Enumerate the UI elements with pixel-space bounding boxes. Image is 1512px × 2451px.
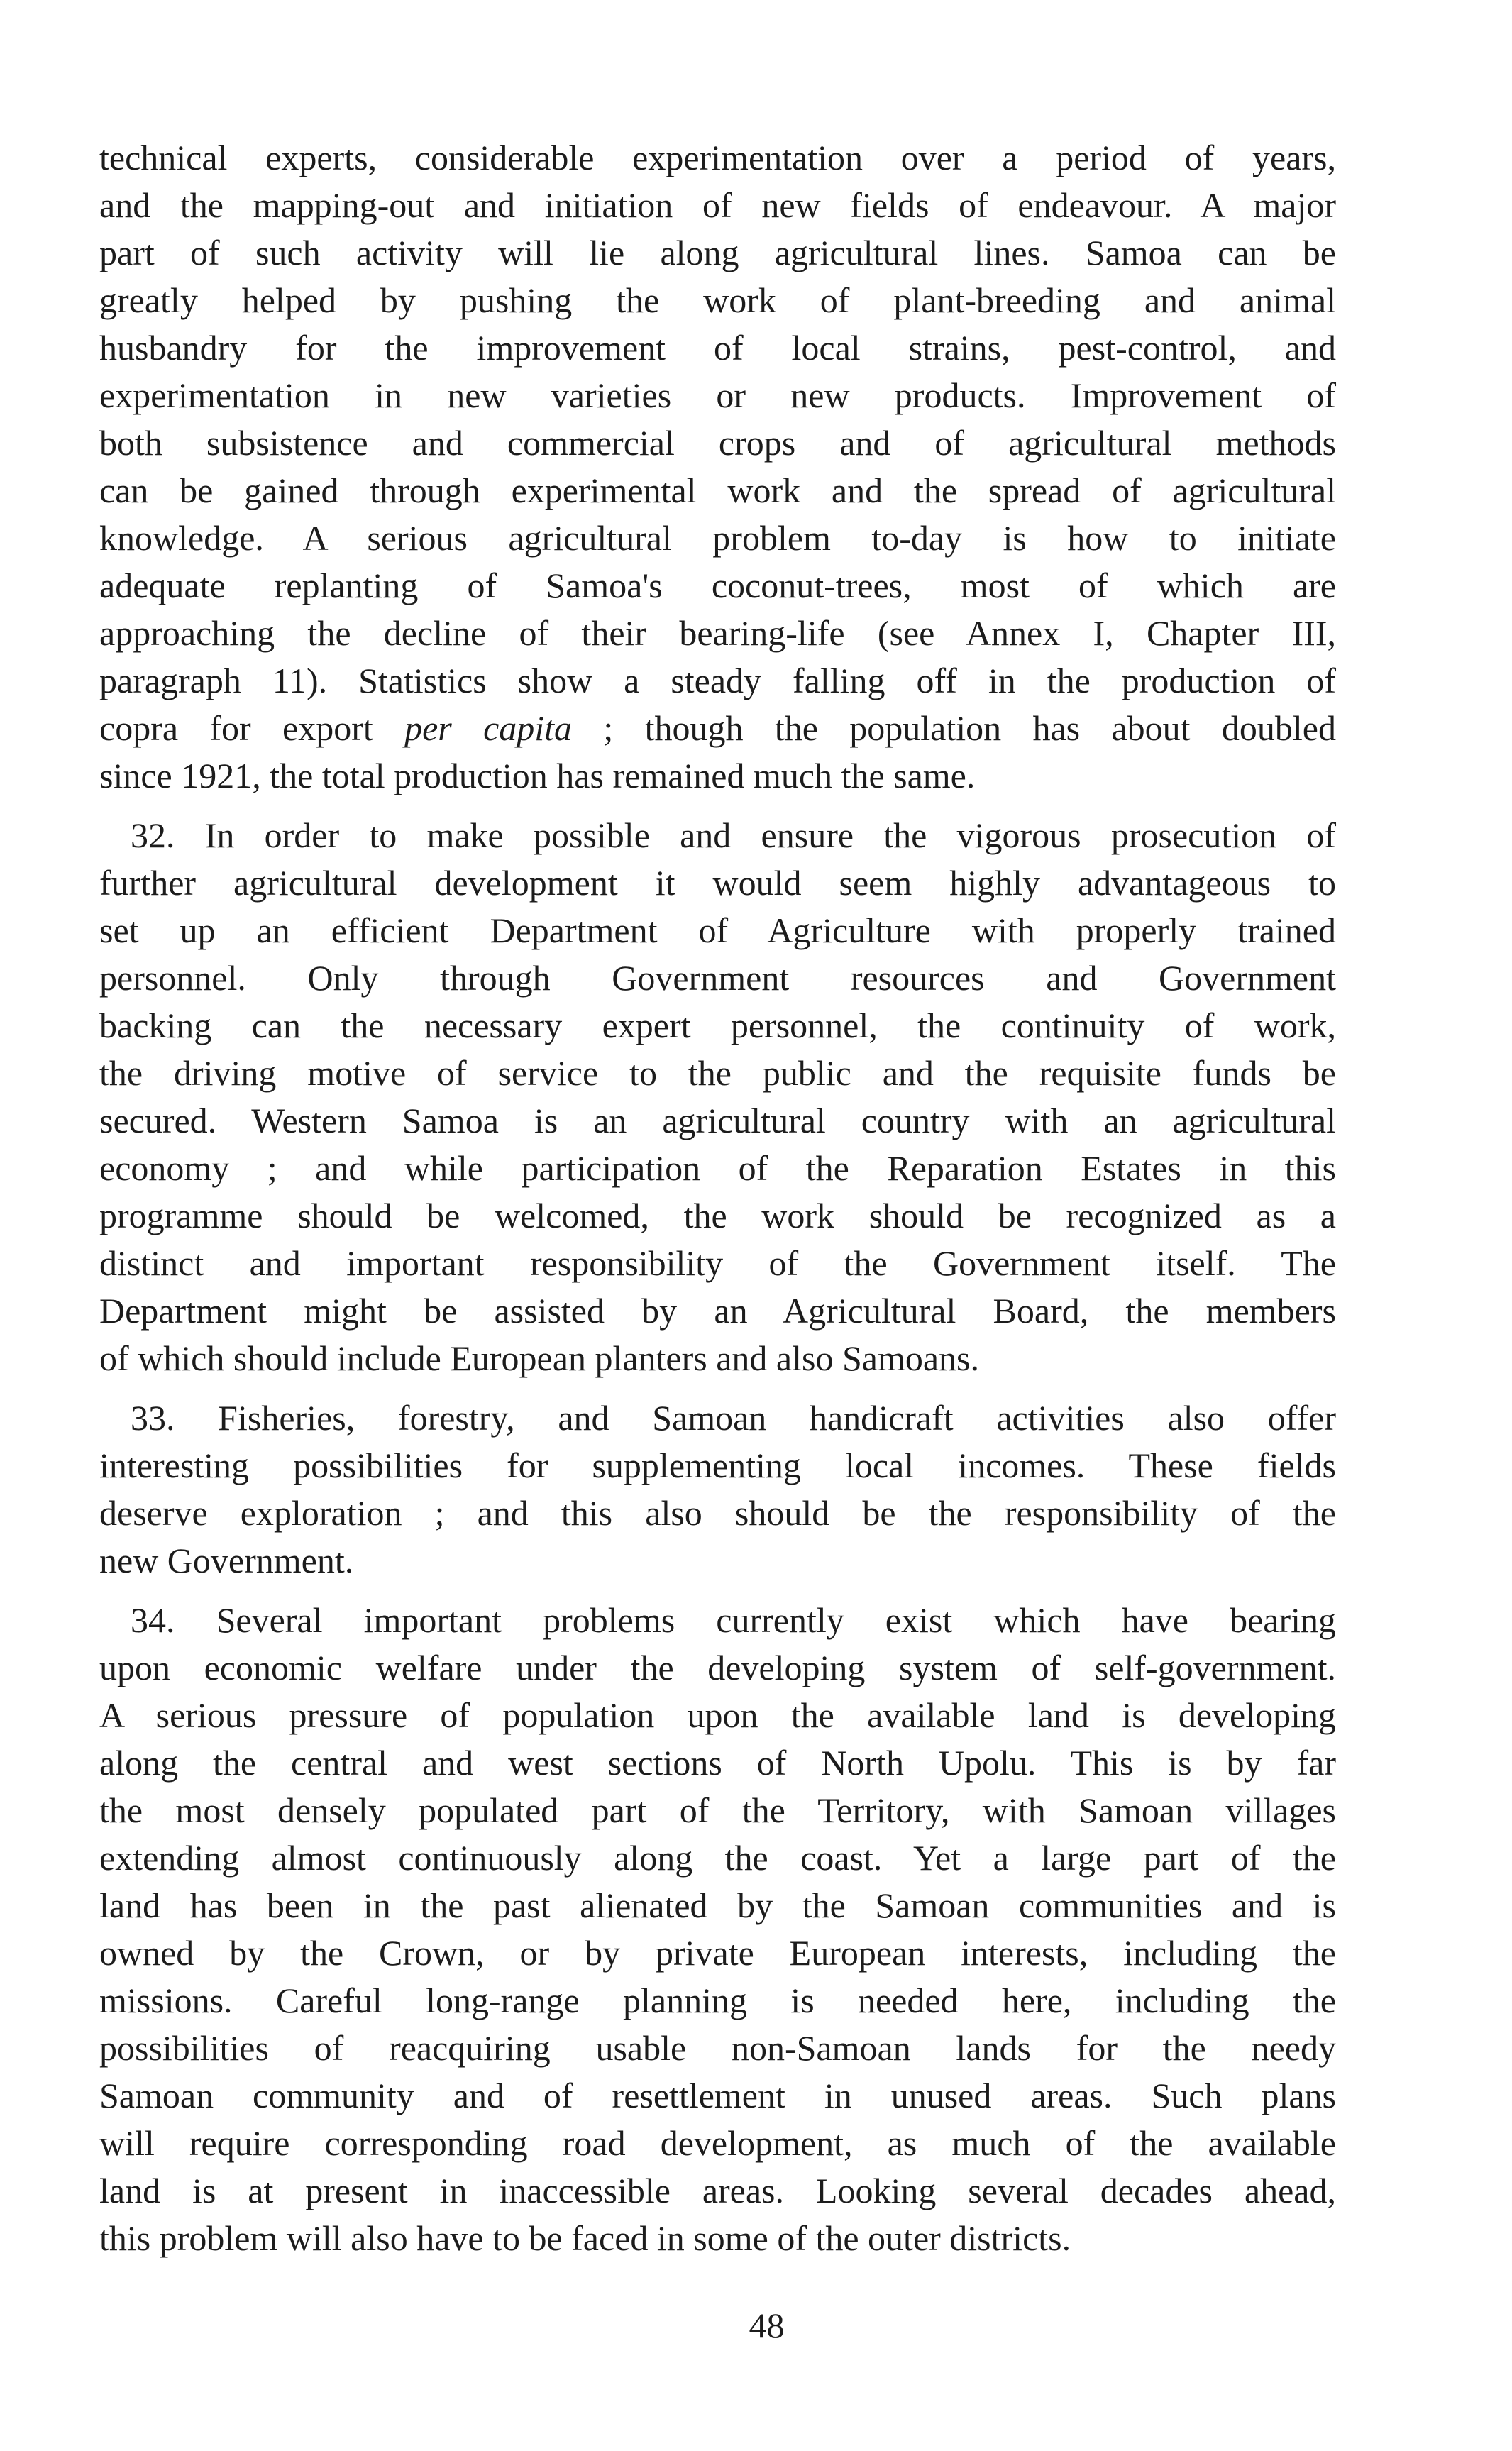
text-line: along the central and west sections of North Upolu. This is by far — [99, 1743, 1336, 1783]
text-line: husbandry for the improvement of local strains, pest-control, and — [99, 328, 1336, 368]
paragraph — [99, 1597, 1336, 2262]
text-line: Department might be assisted by an Agricultural Board, the members — [99, 1291, 1336, 1331]
text-line: missions. Careful long-range planning is needed here, including the — [99, 1981, 1336, 2020]
text-line — [99, 705, 1336, 752]
text-line: land is at present in inaccessible areas. Looking several decades ahead, — [99, 2171, 1336, 2210]
paragraph — [99, 1394, 1336, 1585]
text-line: will require corresponding road development, as much of the available — [99, 2123, 1336, 2163]
text-line: distinct and important responsibility of the Government itself. The — [99, 1243, 1336, 1283]
text-line: upon economic welfare under the developing system of self-government. — [99, 1648, 1336, 1687]
text-line: since 1921, the total production has remained much the same. — [99, 756, 976, 795]
text-line: further agricultural development it would seem highly advantageous to — [99, 863, 1336, 903]
text-line: set up an efficient Department of Agriculture with properly trained — [99, 910, 1336, 950]
text-line: approaching the decline of their bearing-life (see Annex I, Chapter III, — [99, 613, 1336, 653]
text-line: can be gained through experimental work and the spread of agricultural — [99, 470, 1336, 510]
text-line: technical experts, considerable experimentation over a period of years, — [99, 138, 1336, 177]
text-line: both subsistence and commercial crops and of agricultural methods — [99, 423, 1336, 463]
text-line: this problem will also have to be faced in some of the outer districts. — [99, 2218, 1071, 2258]
text-line: the most densely populated part of the Territory, with Samoan villages — [99, 1790, 1336, 1830]
text-line: 33. Fisheries, forestry, and Samoan handicraft activities also offer — [131, 1398, 1336, 1438]
text-line: paragraph 11). Statistics show a steady falling off in the production of — [99, 661, 1336, 700]
text-line: economy ; and while participation of the Reparation Estates in this — [99, 1148, 1336, 1188]
text-line: experimentation in new varieties or new products. Improvement of — [99, 375, 1336, 415]
text-line: 32. In order to make possible and ensure the vigorous prosecution of — [131, 815, 1336, 855]
text-segment: copra for export — [99, 708, 405, 748]
text-line: extending almost continuously along the coast. Yet a large part of the — [99, 1838, 1336, 1878]
text-line: greatly helped by pushing the work of plant-breeding and animal — [99, 280, 1336, 320]
text-line: new Government. — [99, 1541, 354, 1580]
text-line: backing can the necessary expert personnel, the continuity of work, — [99, 1006, 1336, 1045]
text-line: of which should include European planters and also Samoans. — [99, 1338, 979, 1378]
document-body — [99, 134, 1336, 2274]
paragraph — [99, 134, 1336, 800]
text-line: A serious pressure of population upon the available land is developing — [99, 1695, 1336, 1735]
text-line: the driving motive of service to the public and the requisite funds be — [99, 1053, 1336, 1093]
text-line: possibilities of reacquiring usable non-Samoan lands for the needy — [99, 2028, 1336, 2068]
text-line: owned by the Crown, or by private European interests, including the — [99, 1933, 1336, 1973]
text-line: interesting possibilities for supplementing local incomes. These fields — [99, 1445, 1336, 1485]
text-line: adequate replanting of Samoa's coconut-trees, most of which are — [99, 566, 1336, 605]
text-line: Samoan community and of resettlement in unused areas. Such plans — [99, 2076, 1336, 2115]
text-line: secured. Western Samoa is an agricultural country with an agricultural — [99, 1101, 1336, 1140]
text-line: personnel. Only through Government resources and Government — [99, 958, 1336, 998]
text-line: deserve exploration ; and this also should be the responsibility of the — [99, 1493, 1336, 1533]
text-segment: ; though the population has about doubled — [572, 708, 1336, 748]
text-line: 34. Several important problems currently exist which have bearing — [131, 1600, 1336, 1640]
text-line: knowledge. A serious agricultural problem to-day is how to initiate — [99, 518, 1336, 558]
text-line: and the mapping-out and initiation of new fields of endeavour. A major — [99, 185, 1336, 225]
text-line: land has been in the past alienated by the Samoan communities and is — [99, 1885, 1336, 1925]
text-line: programme should be welcomed, the work should be recognized as a — [99, 1196, 1336, 1235]
text-line: part of such activity will lie along agricultural lines. Samoa can be — [99, 233, 1336, 272]
paragraph — [99, 812, 1336, 1382]
italic-text: per capita — [404, 708, 573, 748]
page-number: 48 — [749, 2306, 785, 2345]
